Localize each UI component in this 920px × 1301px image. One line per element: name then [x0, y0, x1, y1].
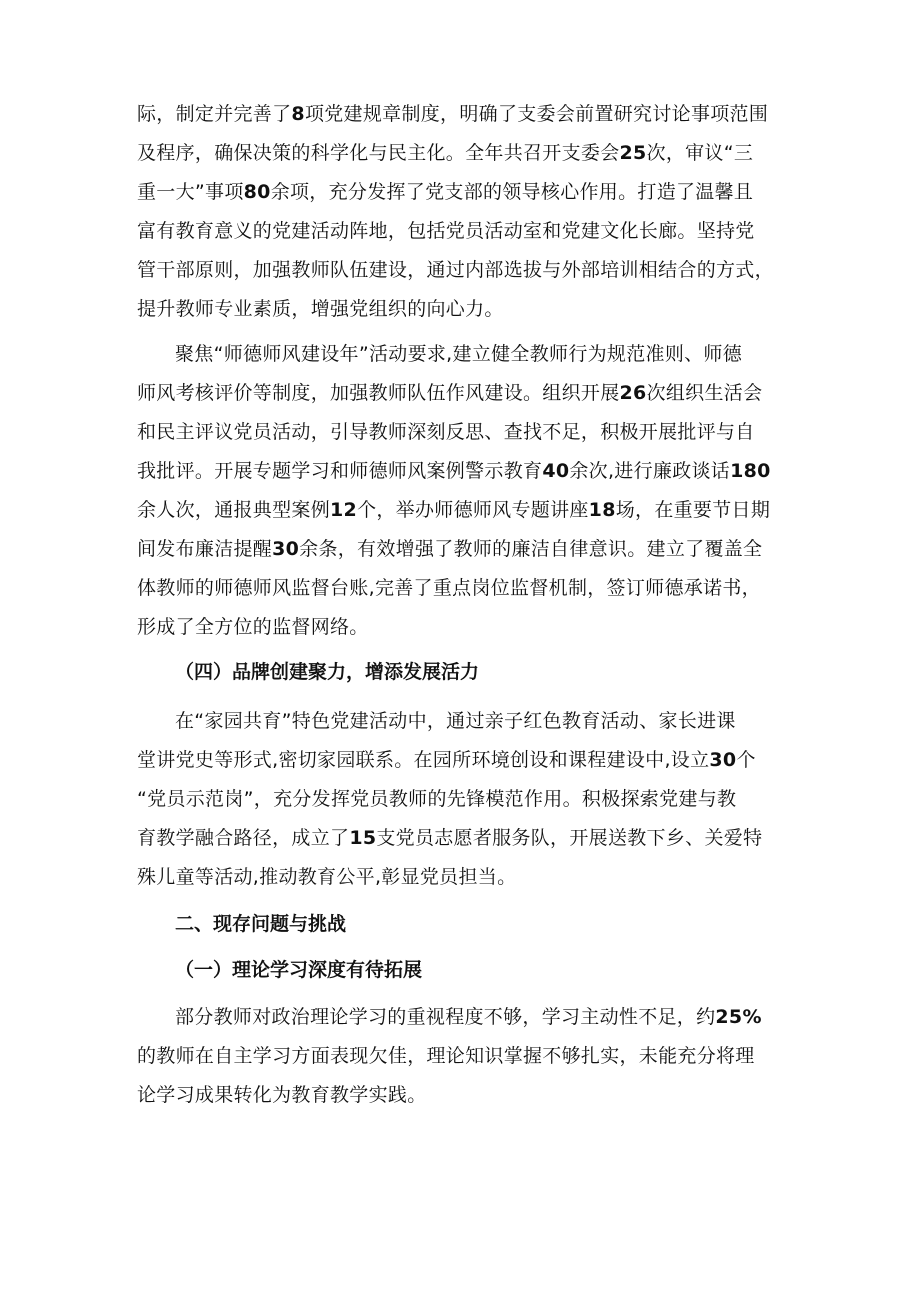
text-line: 我批评。开展专题学习和师德师风案例警示教育40余次,进行廉政谈话180	[137, 460, 771, 482]
text-line: 提升教师专业素质，增强党组织的向心力。	[137, 298, 504, 320]
text-line: 富有教育意义的党建活动阵地，包括党员活动室和党建文化长廊。坚持党	[137, 220, 755, 242]
text-line: 的教师在自主学习方面表现欠佳，理论知识掌握不够扎实，未能充分将理	[137, 1045, 755, 1067]
text-line: 余人次，通报典型案例12个，举办师德师风专题讲座18场，在重要节日期	[137, 499, 771, 521]
paragraph-home-school	[137, 702, 787, 897]
text-line: 管干部原则，加强教师队伍建设，通过内部选拔与外部培训相结合的方式，	[137, 259, 774, 281]
text-line: 堂讲党史等形式,密切家园联系。在园所环境创设和课程建设中,设立30个	[137, 749, 756, 771]
paragraph-party-rules	[137, 95, 787, 329]
text-line: 在“家园共育”特色党建活动中，通过亲子红色教育活动、家长进课	[175, 710, 736, 732]
text-line: 殊儿童等活动,推动教育公平,彰显党员担当。	[137, 866, 517, 888]
text-line: 部分教师对政治理论学习的重视程度不够，学习主动性不足，约25%	[175, 1006, 762, 1028]
text-line: 聚焦“师德师风建设年”活动要求,建立健全教师行为规范准则、师德	[175, 343, 743, 365]
text-line: 体教师的师德师风监督台账,完善了重点岗位监督机制，签订师德承诺书，	[137, 577, 761, 599]
text-line: 形成了全方位的监督网络。	[137, 616, 369, 638]
text-line: 论学习成果转化为教育教学实践。	[137, 1084, 427, 1106]
text-line: 师风考核评价等制度，加强教师队伍作风建设。组织开展26次组织生活会	[137, 382, 763, 404]
text-line: 及程序，确保决策的科学化与民主化。全年共召开支委会25次，审议“三	[137, 142, 754, 164]
paragraph-theory-study	[137, 998, 787, 1115]
text-line: “党员示范岗”，充分发挥党员教师的先锋模范作用。积极探索党建与教	[137, 788, 737, 810]
text-line: 和民主评议党员活动，引导教师深刻反思、查找不足，积极开展批评与自	[137, 421, 755, 443]
text-line: 育教学融合路径，成立了15支党员志愿者服务队，开展送教下乡、关爱特	[137, 827, 763, 849]
text-line: 间发布廉洁提醒30余条，有效增强了教师的廉洁自律意识。建立了覆盖全	[137, 538, 763, 560]
text-line: 际，制定并完善了8项党建规章制度，明确了支委会前置研究讨论事项范围	[137, 103, 769, 125]
subsection-heading-theory-study: （一）理论学习深度有待拓展	[175, 959, 423, 981]
paragraph-teacher-ethics	[137, 335, 787, 647]
section-heading-brand-building: （四）品牌创建聚力，增添发展活力	[175, 661, 480, 683]
text-line: 重一大”事项80余项，充分发挥了党支部的领导核心作用。打造了温馨且	[137, 181, 754, 203]
section-heading-problems: 二、现存问题与挑战	[175, 913, 347, 935]
